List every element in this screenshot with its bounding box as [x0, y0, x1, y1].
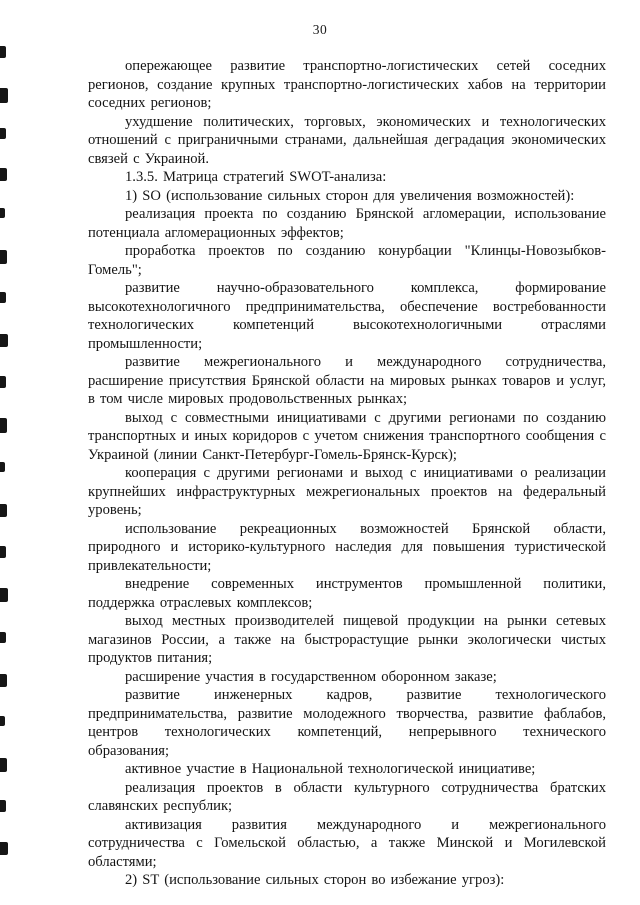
- paragraph: развитие межрегионального и международного сотрудничества, расширение присутствия Брянской области на мировых рынках товаров и услуг, в том числе мировых продовольственных рынках;: [88, 354, 606, 407]
- paragraph: опережающее развитие транспортно-логистических сетей соседних регионов, создание крупных транспортно-логистических хабов на территории соседних регионов;: [88, 58, 606, 111]
- paragraph: активизация развития международного и межрегионального сотрудничества с Гомельской областью, а также Минской и Могилевской областями;: [88, 816, 606, 870]
- paragraph: развитие инженерных кадров, развитие технологического предпринимательства, развитие молодежного творчества, развитие фаблабов, центров технологических компетенций, непрерывного технического образования;: [88, 687, 606, 759]
- scan-mark: [0, 46, 6, 58]
- paragraph: внедрение современных инструментов промышленной политики, поддержка отраслевых комплексов;: [88, 576, 606, 611]
- scan-mark: [0, 632, 6, 643]
- scan-mark: [0, 842, 8, 855]
- scan-mark: [0, 168, 7, 181]
- scan-mark: [0, 800, 6, 812]
- paragraph: расширение участия в государственном оборонном заказе;: [125, 668, 497, 685]
- paragraph: ухудшение политических, торговых, экономических и технологических отношений с приграничными странами, дальнейшая деградация экономических связей с Украиной.: [88, 113, 606, 167]
- scan-mark: [0, 504, 7, 517]
- paragraph: развитие научно-образовательного комплекса, формирование высокотехнологичного предпринимательства, обеспечение востребованности технологических компетенций высокотехнологичными отраслями промышленности;: [88, 280, 606, 352]
- paragraph: активное участие в Национальной технологической инициативе;: [125, 761, 536, 777]
- scan-mark: [0, 292, 6, 303]
- scan-mark: [0, 376, 6, 388]
- scan-mark: [0, 758, 7, 772]
- scan-mark: [0, 128, 6, 139]
- scan-mark: [0, 334, 8, 347]
- scan-mark: [0, 208, 5, 218]
- paragraph: проработка проектов по созданию конурбации "Клинцы-Новозыбков-Гомель";: [88, 243, 606, 278]
- paragraph: использование рекреационных возможностей Брянской области, природного и историко-культурного наследия для повышения туристической привлекательности;: [88, 520, 606, 574]
- list-item-heading: 1) SO (использование сильных сторон для увеличения возможностей):: [125, 187, 575, 204]
- scan-mark: [0, 716, 5, 726]
- document-text-body: [88, 57, 606, 890]
- scan-edge-artifacts: [0, 0, 14, 905]
- page-number: 30: [312, 22, 328, 37]
- scan-mark: [0, 674, 7, 687]
- scan-mark: [0, 546, 6, 558]
- scan-mark: [0, 418, 7, 433]
- scan-mark: [0, 462, 5, 472]
- section-heading: 1.3.5. Матрица стратегий SWOT-анализа:: [125, 169, 387, 185]
- paragraph: выход с совместными инициативами с другими регионами по созданию транспортных и иных коридоров с учетом снижения транспортного сообщения с Украиной (линии Санкт-Петербург-Гомель-Брянск-Курск);: [88, 409, 606, 463]
- paragraph: реализация проекта по созданию Брянской агломерации, использование потенциала агломерационных эффектов;: [88, 206, 606, 241]
- scan-mark: [0, 88, 8, 103]
- paragraph: выход местных производителей пищевой продукции на рынки сетевых магазинов России, а также на быстрорастущие рынки экологически чистых продуктов питания;: [88, 613, 606, 666]
- paragraph: реализация проектов в области культурного сотрудничества братских славянских республик;: [88, 779, 606, 814]
- scan-mark: [0, 250, 7, 264]
- scan-mark: [0, 588, 8, 602]
- list-item-heading: 2) ST (использование сильных сторон во избежание угроз):: [125, 872, 505, 888]
- paragraph: кооперация с другими регионами и выход с инициативами о реализации крупнейших инфраструктурных межрегиональных проектов на федеральный уровень;: [88, 465, 606, 518]
